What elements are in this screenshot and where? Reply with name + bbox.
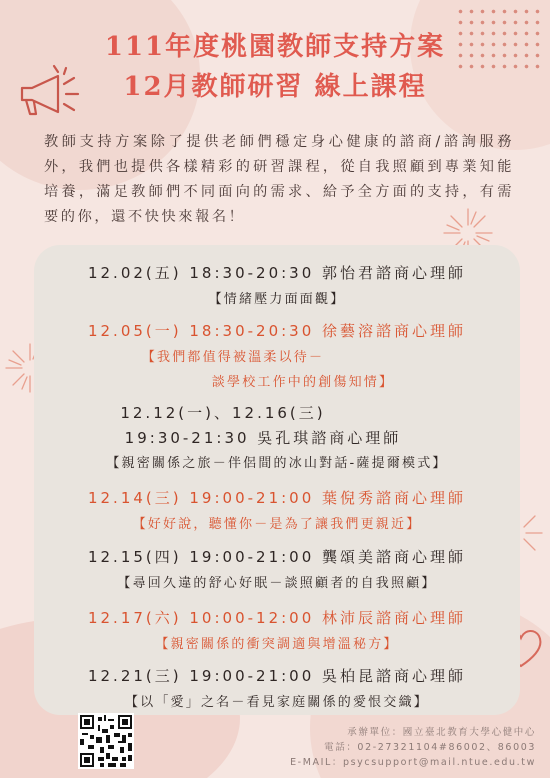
session-topic: 【以「愛」之名－看見家庭關係的愛恨交織】 [124,695,429,710]
session-topic: 【好好說，聽懂你－是為了讓我們更親近】 [132,517,422,532]
session-time: 12.12(一)、12.16(三) [120,404,326,422]
session-topic: 【尋回久違的舒心好眠－談照顧者的自我照顧】 [117,576,437,591]
session-topic: 【親密關係的衝突調適與增溫秘方】 [155,637,399,652]
organizer: 承辦單位：國立臺北教育大學心健中心 [347,727,536,738]
session-time-continued: 19:30-21:30 吳孔琪諮商心理師 [124,429,402,447]
session-topic: 【親密關係之旅－伴侶間的冰山對話-薩提爾模式】 [106,456,448,471]
footer [290,725,536,770]
session-topic: 【我們都值得被溫柔以待－ [141,350,325,365]
session-time: 12.14(三) 19:00-21:00 葉倪秀諮商心理師 [87,489,467,507]
intro-paragraph: 教師支持方案除了提供老師們穩定身心健康的諮商/諮詢服務外，我們也提供各樣精彩的研習課程，從自我照顧到專業知能培養，滿足教師們不同面向的需求、給予全方面的支持，有需要的你，還不快快來報名！ [44,134,514,225]
session-time: 12.05(一) 18:30-20:30 徐藝溶諮商心理師 [87,322,467,340]
email-link[interactable]: E-MAIL：psycsupport@mail.ntue.edu.tw [290,757,536,768]
session-time: 12.21(三) 19:00-21:00 吳柏昆諮商心理師 [87,667,467,685]
session-time: 12.02(五) 18:30-20:30 郭怡君諮商心理師 [87,264,467,282]
title-line-2: 12月教師研習 線上課程 [123,72,427,102]
phone: 電話：02-27321104#86002、86003 [324,742,536,753]
qr-code[interactable] [78,713,134,769]
session-time: 12.15(四) 19:00-21:00 龔頌美諮商心理師 [87,548,467,566]
session-time: 12.17(六) 10:00-12:00 林沛辰諮商心理師 [87,609,467,627]
session-topic: 【情緒壓力面面觀】 [208,292,346,307]
session-topic-continued: 談學校工作中的創傷知情】 [211,375,395,390]
title-line-1: 111年度桃園教師支持方案 [104,32,446,62]
